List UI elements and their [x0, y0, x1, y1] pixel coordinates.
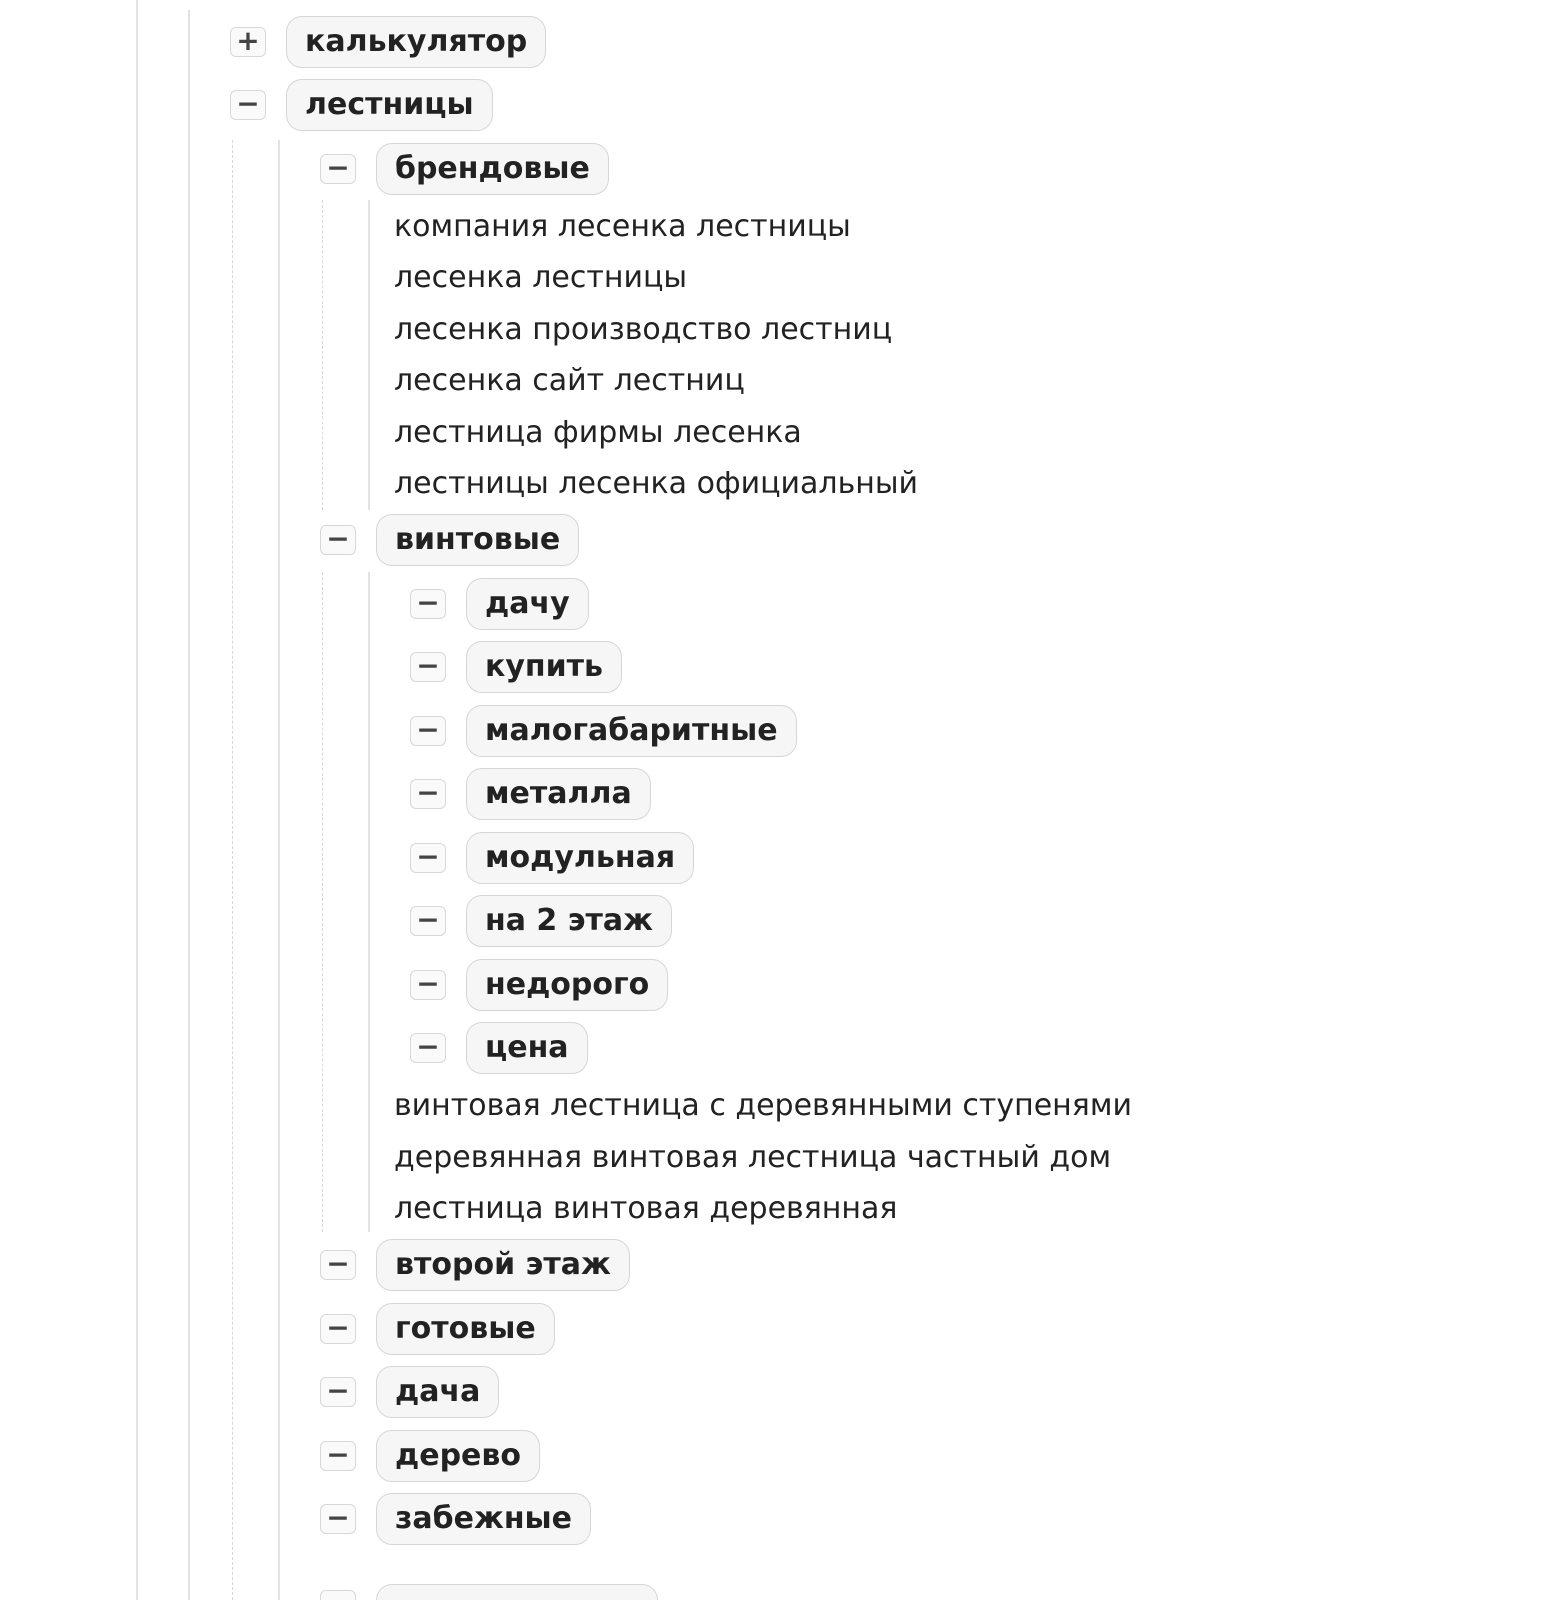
node-dachu[interactable]: дачу	[466, 578, 589, 630]
tree-dashed-guide-branded	[322, 200, 323, 510]
collapse-toggle-derevo[interactable]: −	[320, 1441, 356, 1471]
keyword-item: лесенка лестницы	[394, 260, 688, 295]
collapse-toggle-dachu[interactable]: −	[410, 589, 446, 619]
node-vtoroy-etazh[interactable]: второй этаж	[376, 1239, 630, 1291]
node-malogabaritnye[interactable]: малогабаритные	[466, 705, 797, 757]
expand-toggle-kalkulyator[interactable]: +	[230, 27, 266, 57]
collapse-toggle-vtoroy-etazh[interactable]: −	[320, 1250, 356, 1280]
keyword-item: лесенка производство лестниц	[394, 312, 893, 347]
tree-guide-line-spiral	[368, 572, 370, 1232]
collapse-toggle-nedorogo[interactable]: −	[410, 970, 446, 1000]
node-lestnitsy[interactable]: лестницы	[286, 79, 493, 131]
keyword-item: лестницы лесенка официальный	[394, 466, 919, 501]
node-dacha[interactable]: дача	[376, 1366, 499, 1418]
collapse-toggle-gotovye[interactable]: −	[320, 1314, 356, 1344]
keyword-item: лестница фирмы лесенка	[394, 415, 802, 450]
collapse-toggle-brendovye[interactable]: −	[320, 154, 356, 184]
node-vintovye[interactable]: винтовые	[376, 514, 579, 566]
panel-left-border	[136, 0, 138, 1600]
node-metalla[interactable]: металла	[466, 768, 651, 820]
collapse-toggle-vintovye[interactable]: −	[320, 525, 356, 555]
node-derevo[interactable]: дерево	[376, 1430, 540, 1482]
node-modulnaya[interactable]: модульная	[466, 832, 694, 884]
node-brendovye[interactable]: брендовые	[376, 143, 609, 195]
collapse-toggle-modulnaya[interactable]: −	[410, 843, 446, 873]
tree-guide-line-level-0	[188, 10, 190, 1600]
node-kupit[interactable]: купить	[466, 641, 622, 693]
keyword-item: винтовая лестница с деревянными ступенями	[394, 1088, 1132, 1123]
tree-dashed-guide-spiral	[322, 572, 323, 1232]
node-na-2-etazh[interactable]: на 2 этаж	[466, 895, 672, 947]
collapse-toggle-metalla[interactable]: −	[410, 779, 446, 809]
node-partial[interactable]	[376, 1584, 658, 1600]
node-zabezhnye[interactable]: забежные	[376, 1493, 591, 1545]
collapse-toggle-kupit[interactable]: −	[410, 652, 446, 682]
collapse-toggle-malogabaritnye[interactable]: −	[410, 716, 446, 746]
tree-guide-line-branded	[368, 200, 370, 510]
keyword-item: лестница винтовая деревянная	[394, 1191, 898, 1226]
collapse-toggle-tsena[interactable]: −	[410, 1033, 446, 1063]
collapse-toggle-lestnitsy[interactable]: −	[230, 90, 266, 120]
node-gotovye[interactable]: готовые	[376, 1303, 555, 1355]
node-nedorogo[interactable]: недорого	[466, 959, 668, 1011]
keyword-item: компания лесенка лестницы	[394, 209, 851, 244]
tree-dashed-guide-level-1	[232, 140, 233, 1600]
keyword-item: деревянная винтовая лестница частный дом	[394, 1140, 1112, 1175]
keyword-item: лесенка сайт лестниц	[394, 363, 745, 398]
collapse-toggle-dacha[interactable]: −	[320, 1377, 356, 1407]
collapse-toggle-na-2-etazh[interactable]: −	[410, 906, 446, 936]
node-kalkulyator[interactable]: калькулятор	[286, 16, 546, 68]
node-tsena[interactable]: цена	[466, 1022, 588, 1074]
collapse-toggle-partial[interactable]	[320, 1590, 356, 1600]
collapse-toggle-zabezhnye[interactable]: −	[320, 1504, 356, 1534]
tree-guide-line-level-1	[278, 140, 280, 1600]
